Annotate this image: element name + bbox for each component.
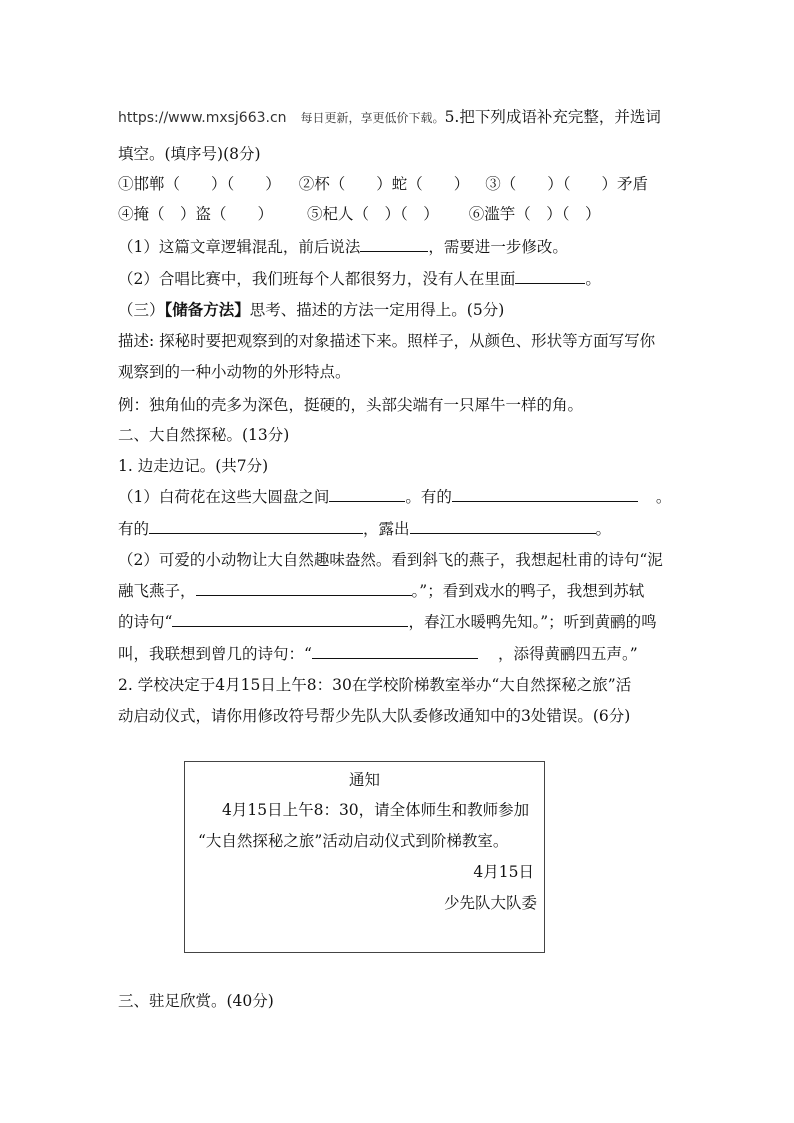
q1-2-blank-2[interactable] xyxy=(410,519,596,534)
part2-q1-line1 xyxy=(118,487,671,507)
fill2-text-before: （2）合唱比赛中，我们班每个人都很努力，没有人在里面 xyxy=(118,270,516,288)
q1-2-text-c: 。 xyxy=(595,520,612,538)
q1-2-text-a: 有的 xyxy=(118,520,150,538)
header-line xyxy=(118,107,661,128)
part2-q1-line5 xyxy=(118,612,657,632)
source-url[interactable]: https://www.mxsj663.cn xyxy=(118,110,287,126)
q1-5-text-a: 的诗句“ xyxy=(118,613,173,631)
update-note: 每日更新，享更低价下载。 xyxy=(300,111,445,125)
fill2-text-after: 。 xyxy=(585,270,601,288)
part2-q1-line4 xyxy=(118,581,644,601)
q1-5-blank[interactable] xyxy=(172,612,408,627)
q1-6-blank[interactable] xyxy=(312,644,478,659)
part2-q2-line1: 2. 学校决定于4月15日上午8：30在学校阶梯教室举办“大自然探秘之旅”活 xyxy=(118,676,632,694)
q1-2-blank-1[interactable] xyxy=(149,519,363,534)
notice-signer: 少先队大队委 xyxy=(443,894,537,912)
q1-6-text-a: 叫，我联想到曾几的诗句：“ xyxy=(118,645,312,663)
notice-date: 4月15日 xyxy=(473,863,534,881)
idiom-6: ⑥滥竽（ ）（ ） xyxy=(468,205,601,223)
q1-1-text-b: 。有的 xyxy=(405,488,452,506)
fill1-text-before: （1）这篇文章逻辑混乱，前后说法 xyxy=(118,238,361,256)
notice-line-2: “大自然探秘之旅”活动启动仪式到阶梯教室。 xyxy=(198,832,509,850)
fill-sentence-1 xyxy=(118,237,568,257)
describe-line-2: 观察到的一种小动物的外形特点。 xyxy=(118,363,351,381)
idiom-row-2 xyxy=(118,204,601,224)
section3-number: （三） xyxy=(118,301,165,319)
q1-4-text-b: 。”；看到戏水的鸭子，我想到苏轼 xyxy=(411,582,645,600)
fill1-text-after: ，需要进一步修改。 xyxy=(428,238,568,256)
q1-2-text-b: ，露出 xyxy=(363,520,410,538)
part2-q1-line3: （2）可爱的小动物让大自然趣味盎然。看到斜飞的燕子，我想起杜甫的诗句“泥 xyxy=(118,551,663,569)
q1-1-text-c: 。 xyxy=(655,488,672,506)
part2-q1: 1. 边走边记。(共7分) xyxy=(118,457,269,475)
fill-sentence-2 xyxy=(118,269,601,289)
q5-title: 5.把下列成语补充完整，并选词 xyxy=(444,108,661,126)
idiom-4: ④掩（ ）盗（ ） xyxy=(118,205,274,223)
example-line: 例：独角仙的壳多为深色，挺硬的，头部尖端有一只犀牛一样的角。 xyxy=(118,396,584,414)
fill1-blank[interactable] xyxy=(360,237,428,252)
part2-title: 二、大自然探秘。(13分) xyxy=(118,426,290,444)
part3-title: 三、驻足欣赏。(40分) xyxy=(118,992,274,1010)
part2-q1-line6 xyxy=(118,644,638,664)
notice-title: 通知 xyxy=(348,771,380,789)
q5-continued: 填空。(填序号)(8分) xyxy=(118,145,261,163)
q1-1-text-a: （1）白荷花在这些大圆盘之间 xyxy=(118,488,330,506)
part2-q2-line2: 动启动仪式，请你用修改符号帮少先队大队委修改通知中的3处错误。(6分) xyxy=(118,707,631,725)
section3-title xyxy=(118,300,504,320)
fill2-blank[interactable] xyxy=(515,269,585,284)
section3-instruction: 思考、描述的方法一定用得上。(5分) xyxy=(249,301,505,319)
idiom-1: ①邯郸（ ）（ ） xyxy=(118,175,281,193)
section3-label: 【储备方法】 xyxy=(164,300,250,319)
idiom-row-1 xyxy=(118,174,648,194)
part2-q1-line2 xyxy=(118,519,611,539)
q1-1-blank-1[interactable] xyxy=(329,487,405,502)
notice-box xyxy=(184,761,545,953)
q1-4-text-a: 融飞燕子， xyxy=(118,582,196,600)
idiom-2: ②杯（ ）蛇（ ） xyxy=(298,175,470,193)
q1-6-text-b: ，添得黄鹂四五声。” xyxy=(497,645,638,663)
q1-4-blank[interactable] xyxy=(196,581,412,596)
idiom-5: ⑤杞人（ ）（ ） xyxy=(307,205,439,223)
q1-1-blank-2[interactable] xyxy=(452,487,638,502)
idiom-3: ③（ ）（ ）矛盾 xyxy=(485,175,649,193)
describe-line-1: 描述: 探秘时要把观察到的对象描述下来。照样子，从颜色、形状等方面写写你 xyxy=(118,332,656,350)
notice-line-1: 4月15日上午8：30，请全体师生和教师参加 xyxy=(222,801,530,819)
q1-5-text-b: ，春江水暖鸭先知。”；听到黄鹂的鸣 xyxy=(408,613,657,631)
